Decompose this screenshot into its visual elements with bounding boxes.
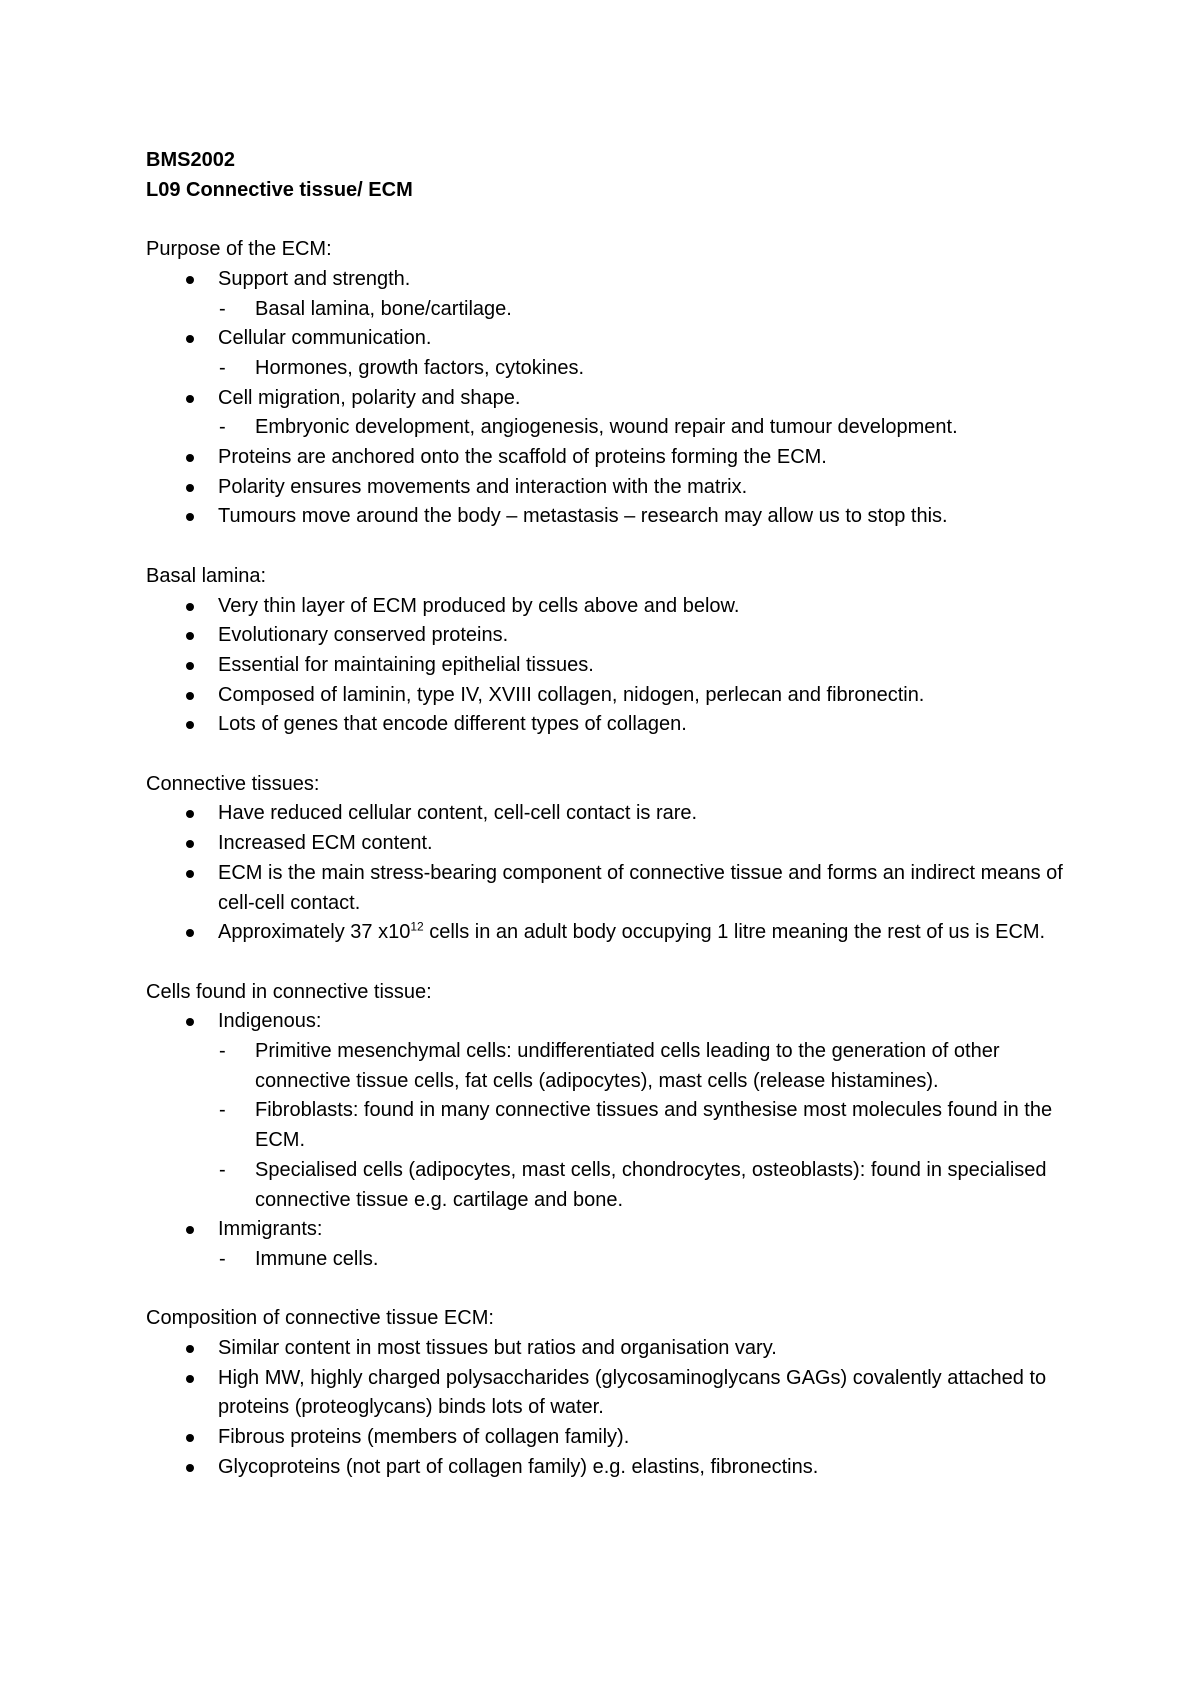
section-heading-composition: Composition of connective tissue ECM:	[146, 1307, 494, 1330]
sub-list-item: - Basal lamina, bone/cartilage.	[146, 295, 1086, 325]
bullet-icon	[186, 1464, 194, 1472]
list-item: Support and strength.	[146, 265, 1086, 295]
list-item: Increased ECM content.	[146, 829, 1086, 859]
list-item: Evolutionary conserved proteins.	[146, 621, 1086, 651]
bullet-icon	[186, 513, 194, 521]
bullet-icon	[186, 632, 194, 640]
bullet-icon	[186, 335, 194, 343]
list-item: Approximately 37 $x10^{12}$ cells in an adult body occupying 1 litre meaning the rest of us is ECM.	[146, 918, 1086, 948]
lecture-title: L09 Connective tissue/ ECM	[146, 178, 413, 201]
list-item: Composed of laminin, type IV, XVIII collagen, nidogen, perlecan and fibronectin.	[146, 681, 1086, 711]
bullet-icon	[186, 1375, 194, 1383]
course-code: BMS2002	[146, 149, 235, 171]
sub-list-item: - Specialised cells (adipocytes, mast cells, chondrocytes, osteoblasts): found in specialised connective tissue e.g. cartilage and bone.	[146, 1156, 1086, 1215]
dash-icon: -	[219, 416, 226, 439]
bullet-icon	[186, 662, 194, 670]
bullet-icon	[186, 810, 194, 818]
list-item: Proteins are anchored onto the scaffold of proteins forming the ECM.	[146, 443, 1086, 473]
section-heading-basal-lamina: Basal lamina:	[146, 564, 267, 587]
sub-list-item: - Primitive mesenchymal cells: undifferentiated cells leading to the generation of other connective tissue cells, fat cells (adipocytes), mast cells (release histamines).	[146, 1037, 1086, 1096]
list-item: Glycoproteins (not part of collagen family) e.g. elastins, fibronectins.	[146, 1453, 1086, 1483]
list-item: ECM is the main stress-bearing component of connective tissue and forms an indirect means of cell-cell contact.	[146, 859, 1086, 918]
bullet-icon	[186, 721, 194, 729]
section-heading-connective-tissues: Connective tissues:	[146, 772, 320, 795]
list-item: Fibrous proteins (members of collagen family).	[146, 1423, 1086, 1453]
exponent: 12	[410, 919, 424, 934]
list-item: Cell migration, polarity and shape.	[146, 384, 1086, 414]
sub-list-item: - Hormones, growth factors, cytokines.	[146, 354, 1086, 384]
list-item: Indigenous:	[146, 1007, 1086, 1037]
list-item: Polarity ensures movements and interaction with the matrix.	[146, 473, 1086, 503]
bullet-icon	[186, 395, 194, 403]
dash-icon: -	[219, 356, 226, 379]
dash-icon: -	[219, 1247, 226, 1270]
section-heading-cells: Cells found in connective tissue:	[146, 980, 432, 1003]
dash-icon: -	[219, 297, 226, 320]
bullet-icon	[186, 484, 194, 492]
bullet-icon	[186, 603, 194, 611]
bullet-icon	[186, 1434, 194, 1442]
bullet-icon	[186, 929, 194, 937]
bullet-icon	[186, 1018, 194, 1026]
sub-list-item: - Embryonic development, angiogenesis, wound repair and tumour development.	[146, 413, 1086, 443]
list-item: Cellular communication.	[146, 324, 1086, 354]
list-item: Similar content in most tissues but ratios and organisation vary.	[146, 1334, 1086, 1364]
list-item: Essential for maintaining epithelial tissues.	[146, 651, 1086, 681]
bullet-icon	[186, 1345, 194, 1353]
bullet-icon	[186, 692, 194, 700]
list-item: Immigrants:	[146, 1215, 1086, 1245]
dash-icon: -	[219, 1099, 226, 1122]
sub-list-item: - Immune cells.	[146, 1245, 1086, 1275]
bullet-icon	[186, 454, 194, 462]
bullet-icon	[186, 870, 194, 878]
list-item: Have reduced cellular content, cell-cell contact is rare.	[146, 799, 1086, 829]
section-heading-purpose: Purpose of the ECM:	[146, 238, 332, 261]
bullet-icon	[186, 840, 194, 848]
dash-icon: -	[219, 1040, 226, 1063]
bullet-icon	[186, 276, 194, 284]
bullet-icon	[186, 1226, 194, 1234]
list-item: Lots of genes that encode different types of collagen.	[146, 710, 1086, 740]
list-item: High MW, highly charged polysaccharides (glycosaminoglycans GAGs) covalently attached to proteins (proteoglycans) binds lots of water.	[146, 1364, 1086, 1423]
list-item: Very thin layer of ECM produced by cells above and below.	[146, 592, 1086, 622]
sub-list-item: - Fibroblasts: found in many connective tissues and synthesise most molecules found in the ECM.	[146, 1096, 1086, 1155]
list-item: Tumours move around the body – metastasis – research may allow us to stop this.	[146, 502, 1086, 532]
document-page	[146, 146, 1086, 1483]
dash-icon: -	[219, 1158, 226, 1181]
